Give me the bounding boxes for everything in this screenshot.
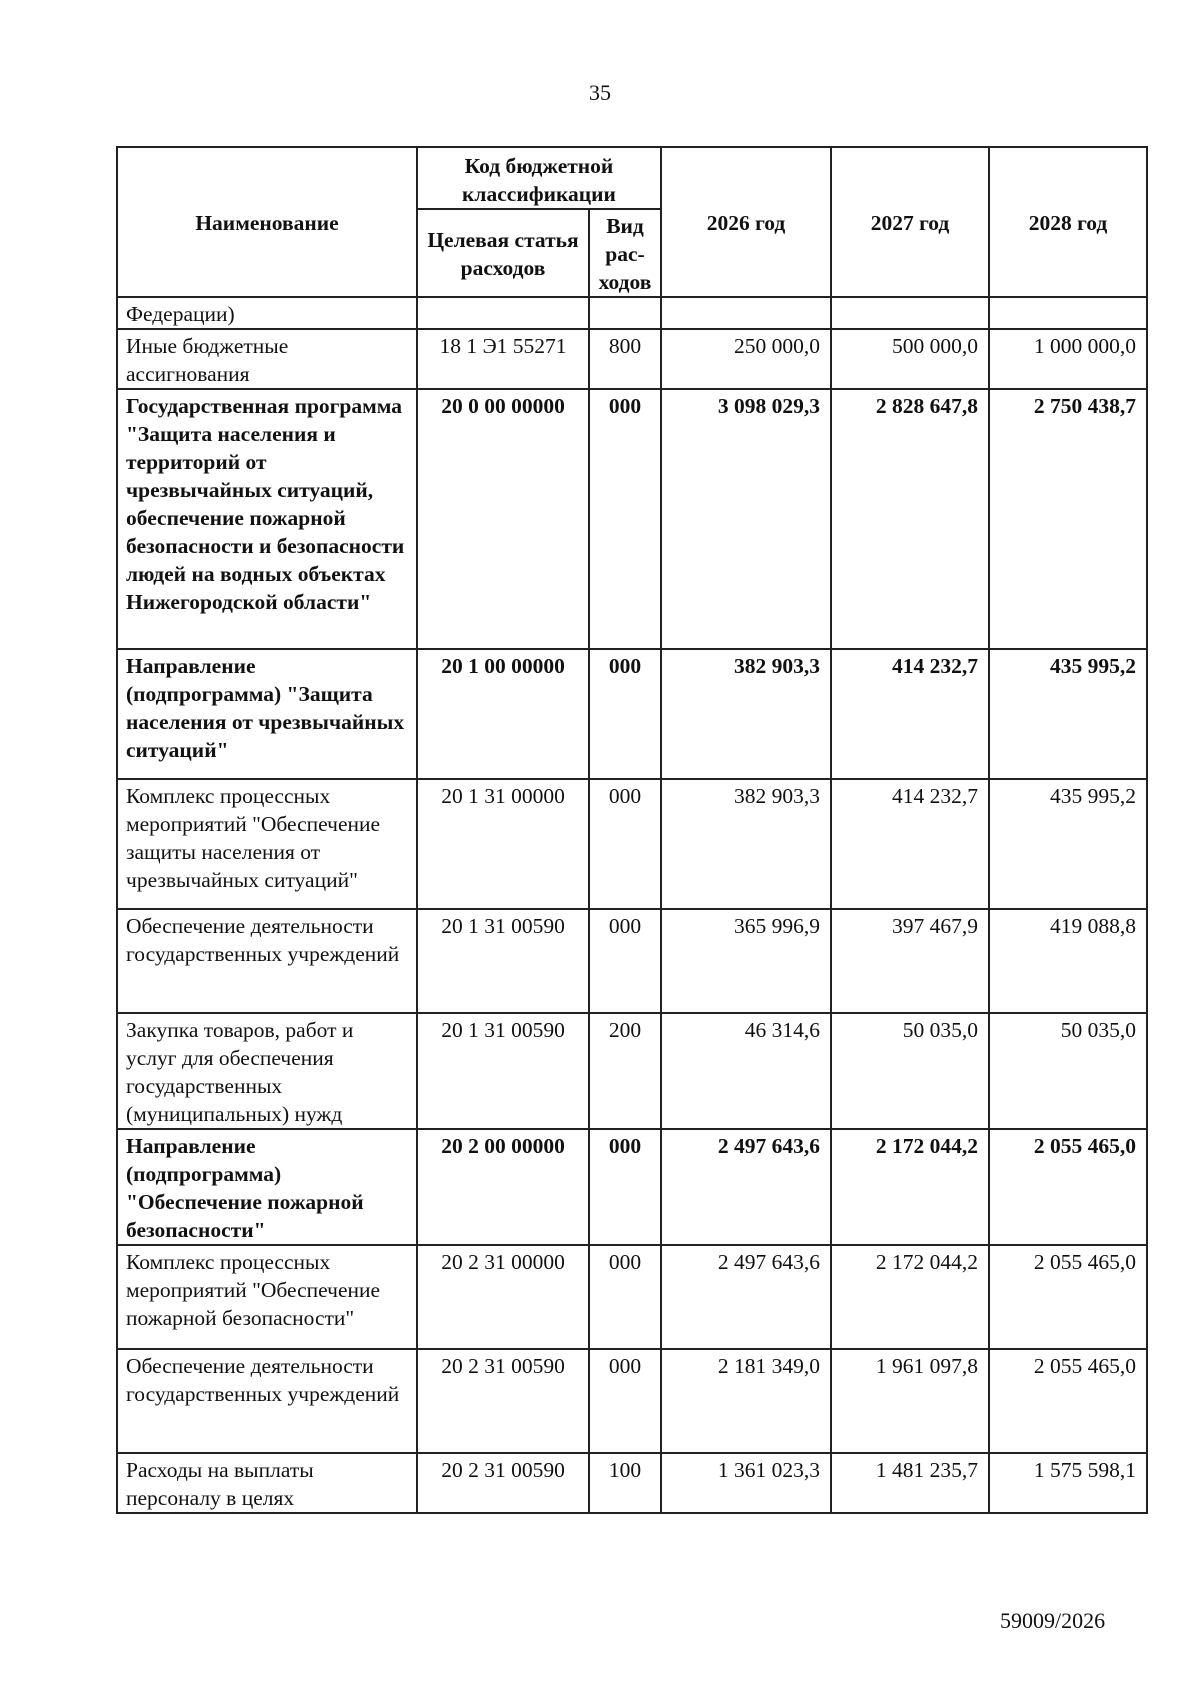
row-expense-type-cell: 200: [589, 1013, 661, 1129]
row-expense-type-cell: 000: [589, 779, 661, 909]
row-2028-cell: 50 035,0: [989, 1013, 1147, 1129]
row-2026-cell: 365 996,9: [661, 909, 831, 1013]
row-2027-cell: 2 172 044,2: [831, 1129, 989, 1245]
table-row: [117, 779, 1147, 909]
document-number: 59009/2026: [1000, 1608, 1106, 1633]
row-2027-cell: 2 828 647,8: [831, 389, 989, 649]
row-code-cell: 18 1 Э1 55271: [417, 329, 589, 389]
row-2026-cell: 382 903,3: [661, 649, 831, 779]
row-2028-cell: 1 000 000,0: [989, 329, 1147, 389]
row-2026-cell: 250 000,0: [661, 329, 831, 389]
row-2027-cell: 50 035,0: [831, 1013, 989, 1129]
row-code-cell: 20 2 31 00590: [417, 1349, 589, 1453]
row-expense-type-cell: 000: [589, 1129, 661, 1245]
row-2026-cell: [661, 297, 831, 329]
row-expense-type-cell: 000: [589, 1245, 661, 1349]
page-number: 35: [589, 80, 611, 105]
row-2028-cell: 435 995,2: [989, 649, 1147, 779]
row-name-cell: Направление (подпрограмма) "Защита населения от чрезвычайных ситуаций": [117, 649, 417, 779]
table-row: [117, 1013, 1147, 1129]
row-2026-cell: 2 497 643,6: [661, 1129, 831, 1245]
row-code-cell: 20 0 00 00000: [417, 389, 589, 649]
table-row: [117, 1129, 1147, 1245]
row-2028-cell: 419 088,8: [989, 909, 1147, 1013]
row-2026-cell: 2 181 349,0: [661, 1349, 831, 1453]
row-2028-cell: [989, 297, 1147, 329]
row-expense-type-cell: 000: [589, 1349, 661, 1453]
row-2028-cell: 2 750 438,7: [989, 389, 1147, 649]
row-2027-cell: 1 481 235,7: [831, 1453, 989, 1513]
row-2028-cell: 1 575 598,1: [989, 1453, 1147, 1513]
row-name-cell: Обеспечение деятельности государственных учреждений: [117, 909, 417, 1013]
table-row: [117, 909, 1147, 1013]
row-2027-cell: 414 232,7: [831, 649, 989, 779]
row-expense-type-cell: 000: [589, 909, 661, 1013]
row-2027-cell: 397 467,9: [831, 909, 989, 1013]
header-name: Наименование: [117, 147, 417, 297]
row-2026-cell: 46 314,6: [661, 1013, 831, 1129]
row-name-cell: Комплекс процессных мероприятий "Обеспечение пожарной безопасности": [117, 1245, 417, 1349]
row-name-cell: Расходы на выплаты персоналу в целях: [117, 1453, 417, 1513]
row-2027-cell: 500 000,0: [831, 329, 989, 389]
row-expense-type-cell: 100: [589, 1453, 661, 1513]
row-name-cell: Иные бюджетные ассигнования: [117, 329, 417, 389]
row-2027-cell: 2 172 044,2: [831, 1245, 989, 1349]
header-expense-type: Вид рас-ходов: [589, 209, 661, 297]
row-code-cell: 20 1 00 00000: [417, 649, 589, 779]
row-2028-cell: 2 055 465,0: [989, 1349, 1147, 1453]
row-2027-cell: 1 961 097,8: [831, 1349, 989, 1453]
row-expense-type-cell: 000: [589, 649, 661, 779]
row-2026-cell: 382 903,3: [661, 779, 831, 909]
row-2028-cell: 2 055 465,0: [989, 1129, 1147, 1245]
row-expense-type-cell: 000: [589, 389, 661, 649]
row-code-cell: 20 2 31 00590: [417, 1453, 589, 1513]
header-target-article: Целевая статья расходов: [417, 209, 589, 297]
row-code-cell: [417, 297, 589, 329]
row-expense-type-cell: [589, 297, 661, 329]
row-name-cell: Государственная программа "Защита населения и территорий от чрезвычайных ситуаций, обеспечение пожарной безопасности и безопасности людей на водных объектах Нижегородской области": [117, 389, 417, 649]
row-code-cell: 20 1 31 00590: [417, 1013, 589, 1129]
row-name-cell: Обеспечение деятельности государственных учреждений: [117, 1349, 417, 1453]
table-row: [117, 1453, 1147, 1513]
row-2027-cell: 414 232,7: [831, 779, 989, 909]
table-row: [117, 1245, 1147, 1349]
row-name-cell: Направление (подпрограмма) "Обеспечение пожарной безопасности": [117, 1129, 417, 1245]
budget-table: [116, 146, 1148, 1514]
header-2028: 2028 год: [989, 147, 1147, 297]
table-row: [117, 297, 1147, 329]
table-row: [117, 1349, 1147, 1453]
row-name-cell: Федерации): [117, 297, 417, 329]
row-name-cell: Закупка товаров, работ и услуг для обеспечения государственных (муниципальных) нужд: [117, 1013, 417, 1129]
table-row: [117, 329, 1147, 389]
row-2027-cell: [831, 297, 989, 329]
header-2027: 2027 год: [831, 147, 989, 297]
row-2026-cell: 2 497 643,6: [661, 1245, 831, 1349]
row-2028-cell: 435 995,2: [989, 779, 1147, 909]
table-header: [117, 147, 1147, 297]
row-code-cell: 20 1 31 00590: [417, 909, 589, 1013]
row-code-cell: 20 2 31 00000: [417, 1245, 589, 1349]
row-code-cell: 20 2 00 00000: [417, 1129, 589, 1245]
row-2028-cell: 2 055 465,0: [989, 1245, 1147, 1349]
table-row: [117, 649, 1147, 779]
row-code-cell: 20 1 31 00000: [417, 779, 589, 909]
table-body: [117, 297, 1147, 1513]
budget-table-container: [116, 146, 1148, 1514]
row-name-cell: Комплекс процессных мероприятий "Обеспечение защиты населения от чрезвычайных ситуаций": [117, 779, 417, 909]
row-2026-cell: 3 098 029,3: [661, 389, 831, 649]
row-2026-cell: 1 361 023,3: [661, 1453, 831, 1513]
header-code-group: Код бюджетной классификации: [417, 147, 661, 209]
table-row: [117, 389, 1147, 649]
header-2026: 2026 год: [661, 147, 831, 297]
row-expense-type-cell: 800: [589, 329, 661, 389]
